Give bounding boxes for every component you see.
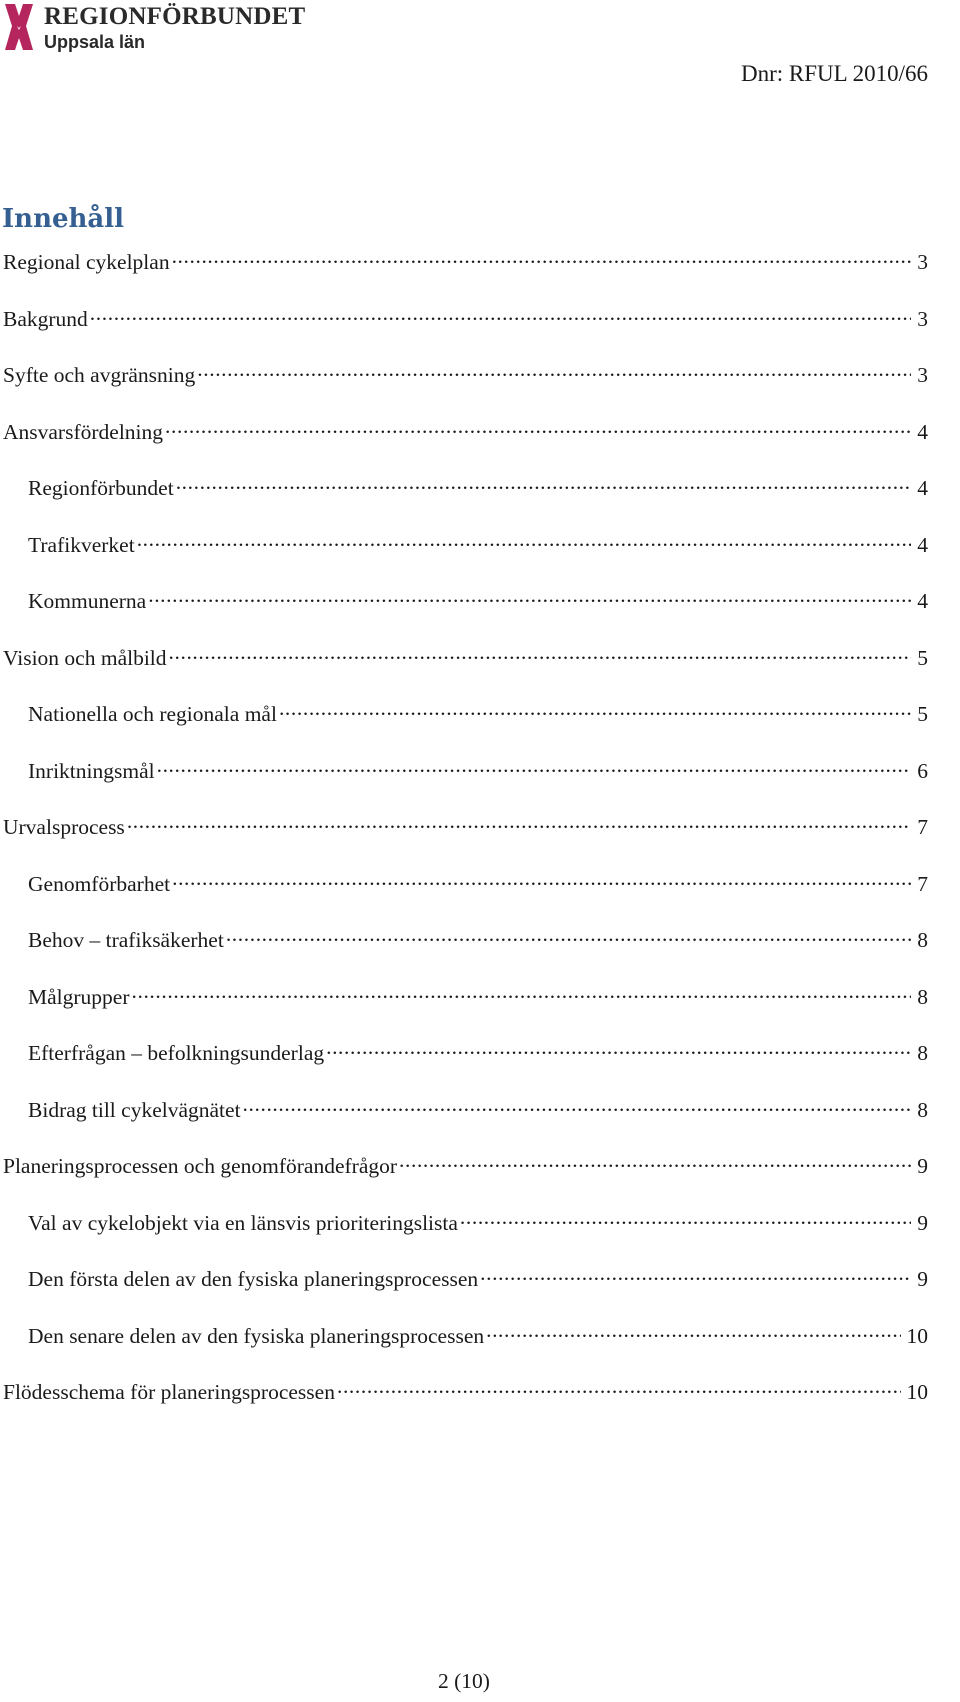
toc-entry-page: 9 <box>911 1153 928 1179</box>
toc-entry-page: 3 <box>911 306 928 332</box>
toc-entry-page: 8 <box>911 927 928 953</box>
toc-entry-title: Vision och målbild <box>3 645 167 670</box>
toc-entry-title: Efterfrågan – befolkningsunderlag <box>28 1041 325 1065</box>
toc-entry-title: Den senare delen av den fysiska planeringsprocessen <box>28 1323 485 1348</box>
toc-dot-leader <box>172 243 912 269</box>
toc-dot-leader <box>279 695 911 721</box>
toc-entry-page: 4 <box>911 419 928 445</box>
toc-dot-leader <box>399 1147 911 1173</box>
toc-dot-leader <box>148 582 911 608</box>
toc-entry[interactable] <box>0 639 928 696</box>
toc-entry[interactable] <box>0 526 928 583</box>
toc-entry-page: 4 <box>911 475 928 501</box>
toc-dot-leader <box>326 1034 911 1060</box>
toc-entry-title: Regional cykelplan <box>3 250 170 274</box>
toc-dot-leader <box>337 1373 901 1399</box>
logo-title: REGIONFÖRBUNDET <box>44 3 306 30</box>
toc-entry-title: Målgrupper <box>28 984 130 1009</box>
toc-entry-title: Behov – trafiksäkerhet <box>28 928 224 952</box>
toc-entry-title: Planeringsprocessen och genomförandefrågor <box>3 1154 398 1178</box>
toc-entry[interactable] <box>0 1317 928 1374</box>
regionforbundet-logo <box>0 0 320 60</box>
toc-entry[interactable] <box>0 1260 928 1317</box>
toc-entry-page: 9 <box>911 1210 928 1236</box>
toc-entry[interactable] <box>0 1147 928 1204</box>
toc-entry-page: 10 <box>901 1379 929 1405</box>
toc-dot-leader <box>226 921 911 947</box>
toc-entry-page: 5 <box>911 701 928 727</box>
toc-entry-page: 9 <box>911 1266 928 1292</box>
toc-entry-title: Syfte och avgränsning <box>3 363 196 387</box>
toc-entry-title: Inriktningsmål <box>28 758 155 783</box>
toc-dot-leader <box>127 808 911 834</box>
toc-dot-leader <box>243 1091 912 1117</box>
toc-entry[interactable] <box>0 1034 928 1091</box>
toc-dot-leader <box>172 865 911 891</box>
toc-entry-title: Trafikverket <box>28 532 135 557</box>
toc-entry-title: Kommunerna <box>28 589 147 613</box>
toc-entry-title: Urvalsprocess <box>3 815 125 839</box>
toc-entry-title: Flödesschema för planeringsprocessen <box>3 1380 335 1404</box>
toc-entry[interactable] <box>0 582 928 639</box>
toc-entry-title: Bakgrund <box>3 306 88 331</box>
toc-entry-title: Den första delen av den fysiska planeringsprocessen <box>28 1267 479 1291</box>
toc-entry[interactable] <box>0 1373 928 1430</box>
toc-entry[interactable] <box>0 808 928 865</box>
toc-entry[interactable] <box>0 978 928 1035</box>
toc-dot-leader <box>132 978 912 1004</box>
toc-entry-page: 8 <box>911 984 928 1010</box>
toc-entry-page: 5 <box>911 645 928 671</box>
toc-dot-leader <box>169 639 912 665</box>
toc-entry-page: 7 <box>911 814 928 840</box>
toc-entry-page: 6 <box>911 758 928 784</box>
document-reference: Dnr: RFUL 2010/66 <box>741 61 928 86</box>
regionforbundet-logo-icon <box>2 2 36 54</box>
toc-entry[interactable] <box>0 413 928 470</box>
toc-entry[interactable] <box>0 469 928 526</box>
toc-entry[interactable] <box>0 752 928 809</box>
toc-dot-leader <box>90 300 911 326</box>
toc-entry-page: 10 <box>901 1323 929 1349</box>
toc-entry-page: 4 <box>911 588 928 614</box>
toc-dot-leader <box>137 526 912 552</box>
toc-dot-leader <box>157 752 912 778</box>
toc-entry[interactable] <box>0 695 928 752</box>
toc-dot-leader <box>165 413 911 439</box>
toc-entry-title: Regionförbundet <box>28 476 174 500</box>
toc-dot-leader <box>176 469 912 495</box>
table-of-contents <box>0 243 928 1430</box>
toc-entry-title: Val av cykelobjekt via en länsvis prioriteringslista <box>28 1210 458 1235</box>
toc-entry-page: 7 <box>911 871 928 897</box>
toc-entry-page: 8 <box>911 1040 928 1066</box>
toc-entry-title: Ansvarsfördelning <box>3 419 164 444</box>
toc-dot-leader <box>486 1317 900 1343</box>
toc-entry-page: 3 <box>911 249 928 275</box>
toc-dot-leader <box>480 1260 911 1286</box>
toc-entry[interactable] <box>0 865 928 922</box>
toc-entry-title: Nationella och regionala mål <box>28 702 277 726</box>
toc-entry-title: Bidrag till cykelvägnätet <box>28 1097 241 1122</box>
toc-entry[interactable] <box>0 356 928 413</box>
toc-entry[interactable] <box>0 921 928 978</box>
toc-entry[interactable] <box>0 1204 928 1261</box>
toc-entry-page: 8 <box>911 1097 928 1123</box>
page-number: 2 (10) <box>438 1669 490 1693</box>
toc-entry[interactable] <box>0 1091 928 1148</box>
toc-entry-page: 4 <box>911 532 928 558</box>
toc-dot-leader <box>197 356 911 382</box>
toc-entry-page: 3 <box>911 362 928 388</box>
toc-heading: Innehåll <box>2 204 125 234</box>
toc-entry-title: Genomförbarhet <box>28 871 171 896</box>
logo-subtitle: Uppsala län <box>44 32 146 52</box>
toc-entry[interactable] <box>0 300 928 357</box>
toc-entry[interactable] <box>0 243 928 300</box>
toc-dot-leader <box>460 1204 911 1230</box>
